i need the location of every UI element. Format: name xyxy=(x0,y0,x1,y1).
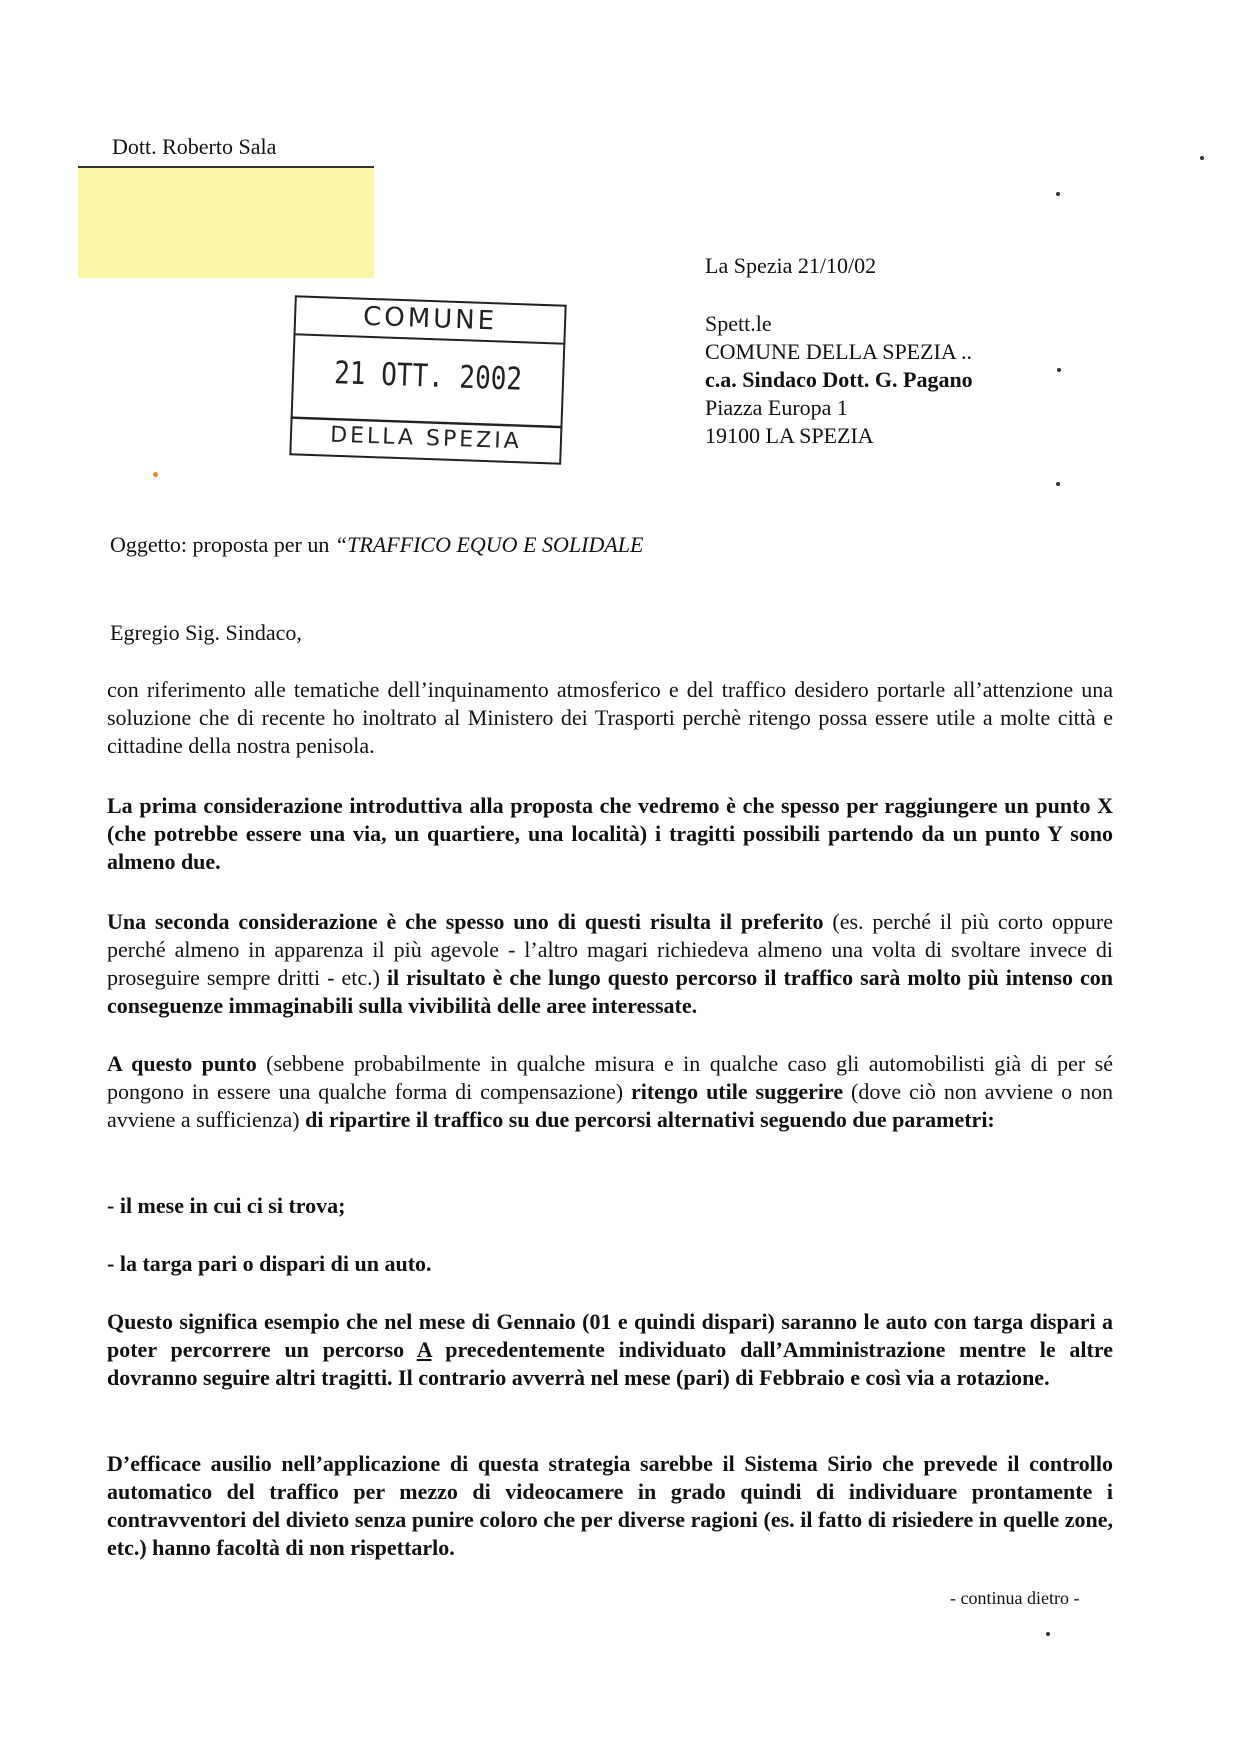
recipient-line: c.a. Sindaco Dott. G. Pagano xyxy=(705,367,973,392)
recipient-line: Piazza Europa 1 xyxy=(705,395,848,420)
scan-speck xyxy=(1046,1632,1050,1636)
scan-speck xyxy=(1056,192,1060,196)
text-bold: il risultato è che lungo questo percorso il traffico sarà molto più intenso con conseguenze immaginabili sulla vivibilità delle aree interessate. xyxy=(107,965,1113,1018)
paragraph-second-consideration xyxy=(107,908,1113,1020)
recipient-line: Spett.le xyxy=(705,311,772,336)
recipient-line: COMUNE DELLA SPEZIA .. xyxy=(705,339,973,364)
redaction-top-line xyxy=(78,166,374,168)
stamp-top-text: COMUNE xyxy=(293,295,566,344)
paragraph-proposal xyxy=(107,1050,1113,1134)
text-normal: (sebbene probabilmente in qualche misura e in qualche caso gli automobilisti già di per sé pongono in essere una qualche forma di compensazione) xyxy=(107,1051,1113,1104)
text-bold: Una seconda considerazione è che spesso uno di questi risulta il preferito xyxy=(107,909,824,934)
stamp-bottom-text: DELLA SPEZIA xyxy=(329,422,523,454)
scan-speck xyxy=(1200,156,1204,160)
text-bold: A questo punto xyxy=(107,1051,257,1076)
scan-speck xyxy=(153,472,158,477)
stamp-date: 21 OTT. 2002 xyxy=(291,328,566,429)
text-bold: Questo significa esempio che nel mese di Gennaio (01 e quindi dispari) saranno le auto con targa dispari a poter percorrere un percorso xyxy=(107,1309,1113,1362)
bullet-month: - il mese in cui ci si trova; xyxy=(107,1193,346,1218)
reception-stamp xyxy=(289,295,566,464)
recipient-line: 19100 LA SPEZIA xyxy=(705,423,874,448)
recipient-address xyxy=(705,310,973,450)
greeting: Egregio Sig. Sindaco, xyxy=(110,620,302,645)
subject-label: Oggetto: proposta per un xyxy=(110,532,335,557)
scan-speck xyxy=(1056,482,1060,486)
text-normal: (es. perché il più corto oppure perché almeno in apparenza il più agevole - l’altro magari richiedeva almeno una volta di svoltare invece di proseguire sempre dritti - etc.) xyxy=(107,909,1114,990)
subject-title: “TRAFFICO EQUO E SOLIDALE xyxy=(334,532,644,557)
paragraph-first-consideration: La prima considerazione introduttiva alla proposta che vedremo è che spesso per raggiungere un punto X (che potrebbe essere una via, un quartiere, una località) i tragitti possibili partendo da un punto Y sono almeno due. xyxy=(107,793,1113,874)
subject-line xyxy=(110,532,643,558)
paragraph-intro: con riferimento alle tematiche dell’inquinamento atmosferico e del traffico desidero portarle all’attenzione una soluzione che di recente ho inoltrato al Ministero dei Trasporti perchè ritengo possa essere utile a molte città e cittadine della nostra penisola. xyxy=(107,677,1113,758)
place-date: La Spezia 21/10/02 xyxy=(705,253,877,278)
paragraph-example xyxy=(107,1308,1113,1392)
bullet-plate: - la targa pari o dispari di un auto. xyxy=(107,1251,432,1276)
sender-name: Dott. Roberto Sala xyxy=(112,134,277,159)
continua-note: - continua dietro - xyxy=(950,1588,1080,1608)
scan-speck xyxy=(1057,368,1061,372)
paragraph-sirio: D’efficace ausilio nell’applicazione di questa strategia sarebbe il Sistema Sirio che prevede il controllo automatico del traffico per mezzo di videocamere in grado quindi di individuare prontamente i contravventori del divieto senza punire coloro che per diverse ragioni (es. il fatto di risiedere in quelle zone, etc.) hanno facoltà di non rispettarlo. xyxy=(107,1451,1113,1560)
text-bold: ritengo utile suggerire xyxy=(630,1079,844,1104)
text-bold: di ripartire il traffico su due percorsi alternativi seguendo due parametri: xyxy=(305,1107,995,1132)
route-a-label: A xyxy=(416,1337,432,1362)
redacted-address-block xyxy=(78,166,374,278)
text-bold: precedentemente individuato dall’Amministrazione mentre le altre dovranno seguire altri tragitti. Il contrario avverrà nel mese (pari) di Febbraio e così via a rotazione. xyxy=(107,1337,1113,1390)
text-normal: (dove ciò non avviene o non avviene a sufficienza) xyxy=(107,1079,1114,1132)
